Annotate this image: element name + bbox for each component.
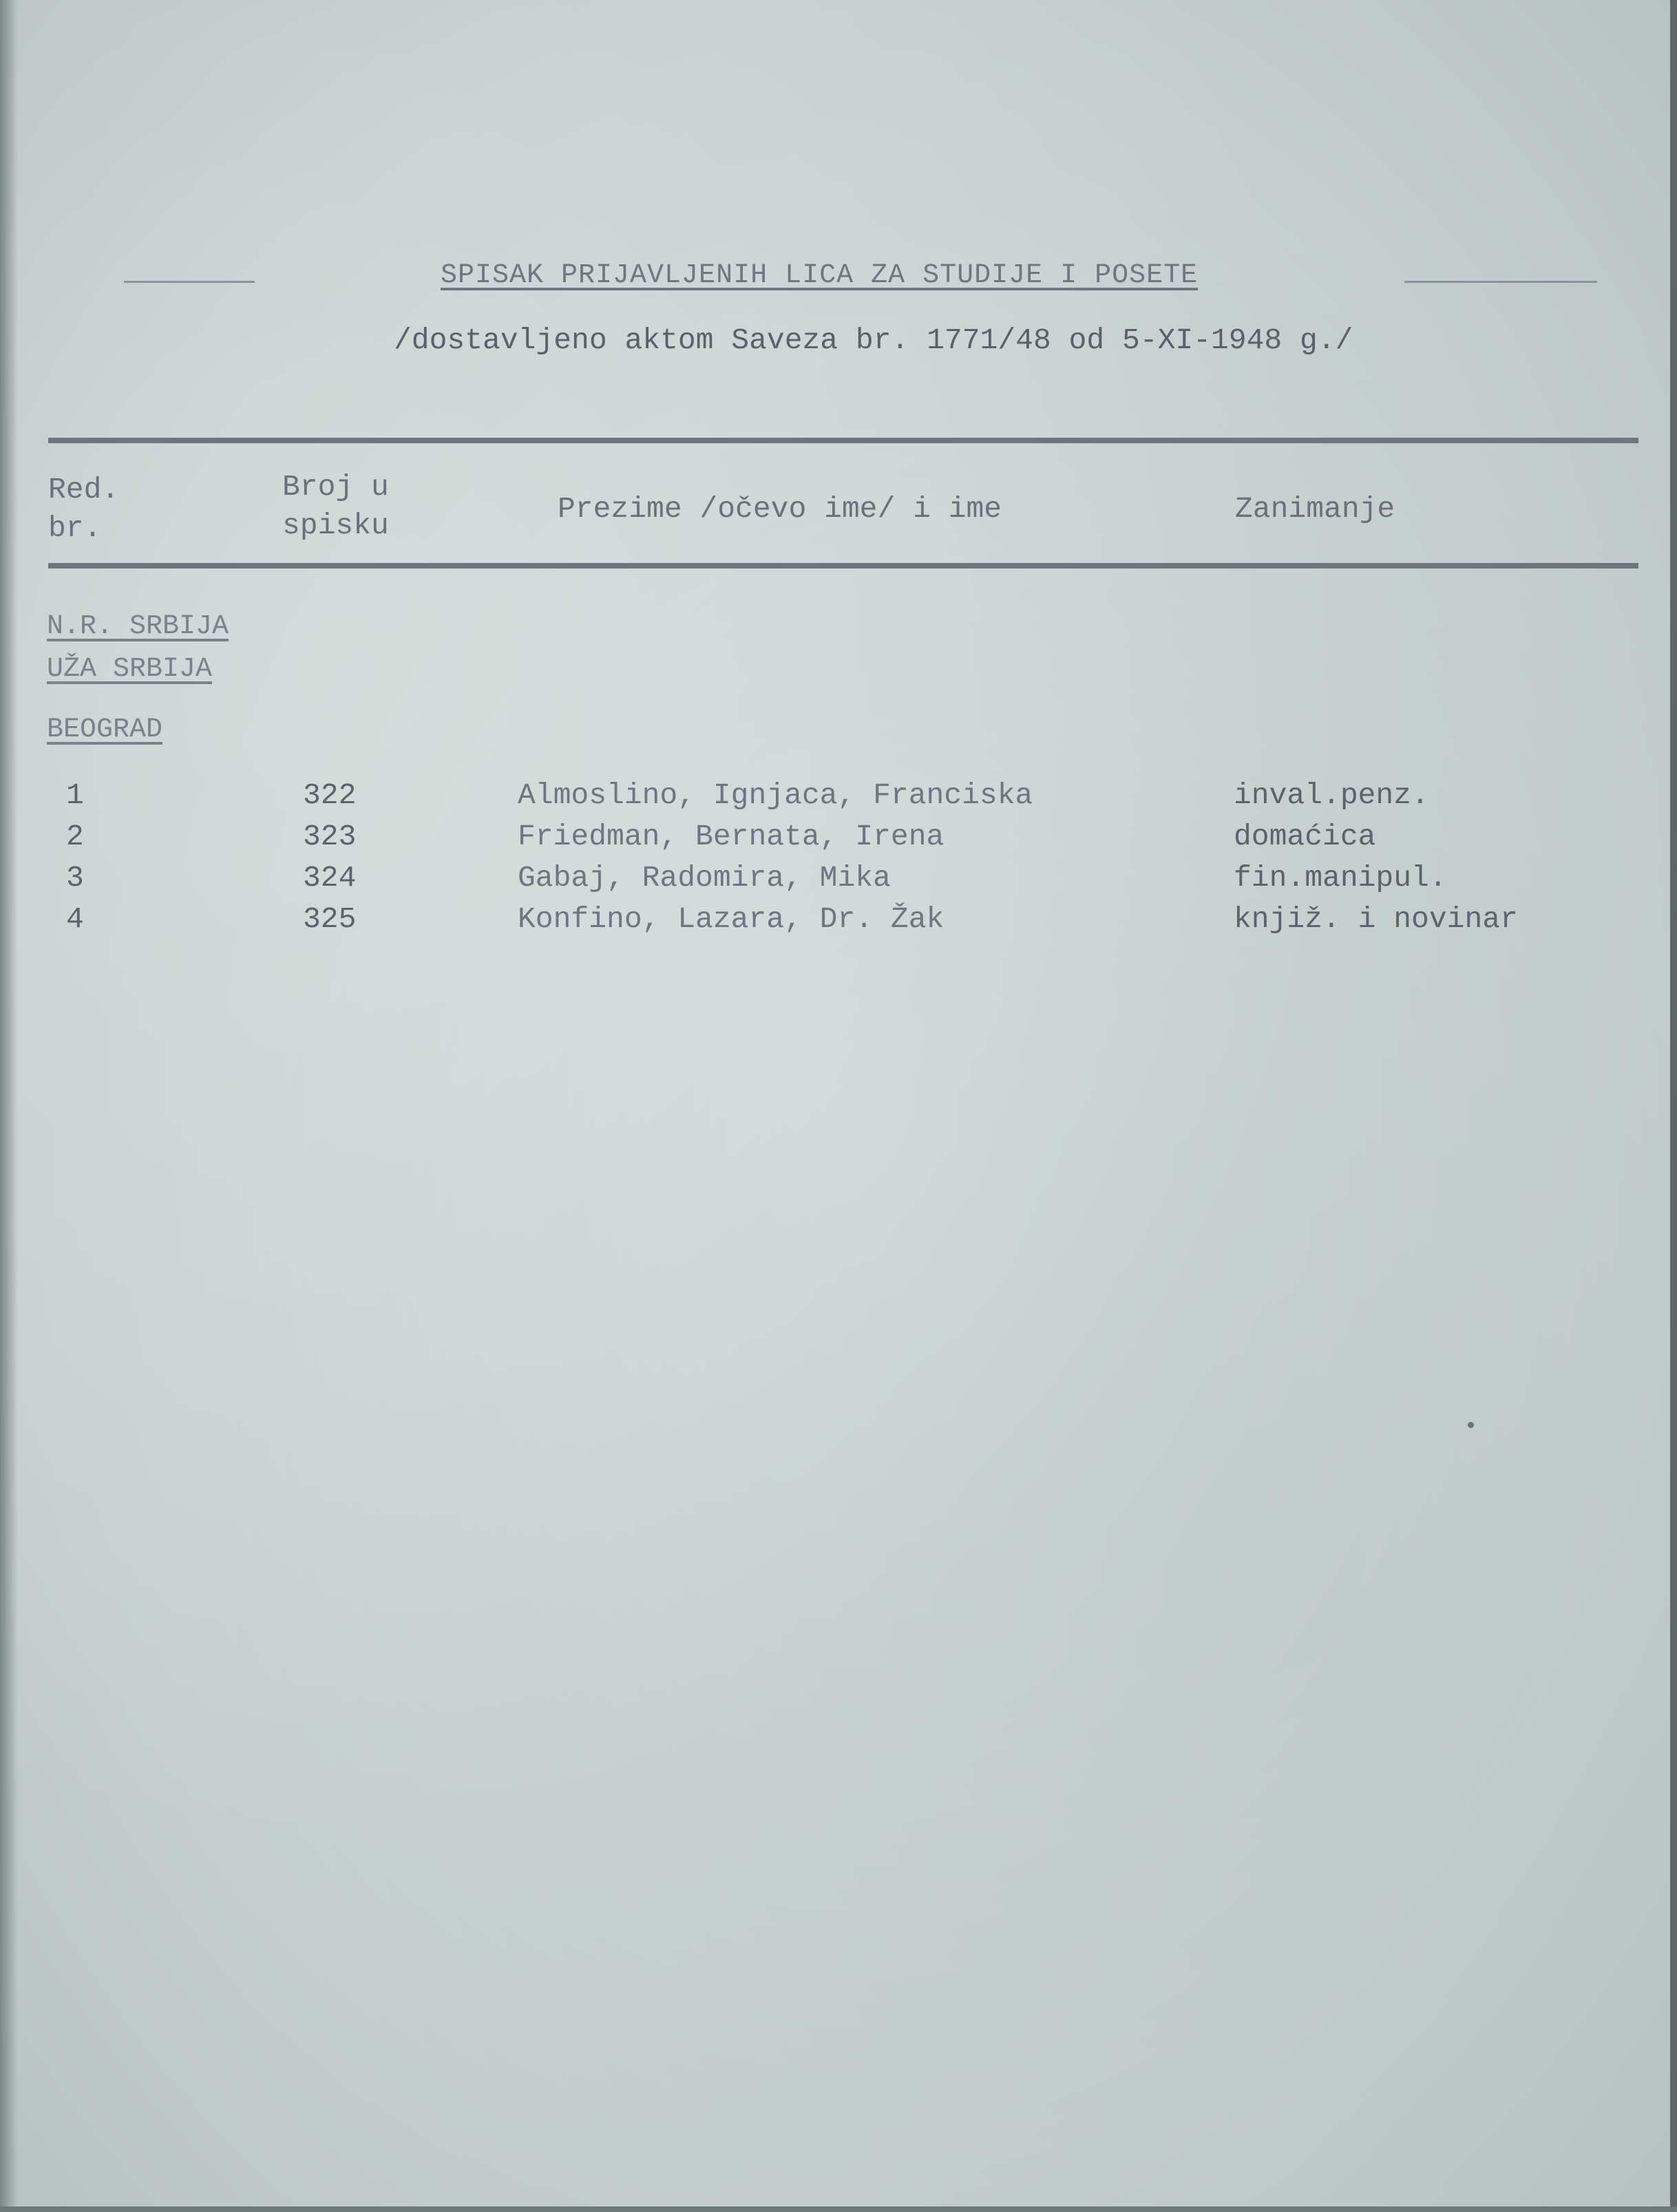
row-number: 1 [66, 778, 84, 812]
person-name: Almoslino, Ignjaca, Franciska [518, 778, 1033, 812]
table-row [0, 858, 1677, 899]
section-city: BEOGRAD [47, 714, 163, 745]
header-bottom-rule [48, 563, 1638, 568]
header-broj-u-spisku [282, 468, 389, 545]
occupation: knjiž. i novinar [1234, 902, 1518, 936]
header-top-rule [48, 438, 1638, 443]
list-number: 323 [303, 820, 357, 853]
title-dash-left [124, 281, 255, 283]
scan-edge-right [1670, 0, 1677, 2212]
occupation: inval.penz. [1234, 778, 1429, 812]
person-name: Gabaj, Radomira, Mika [518, 861, 891, 895]
header-broj-line2: spisku [282, 509, 389, 542]
header-name: Prezime /očevo ime/ i ime [558, 492, 1002, 526]
list-number: 322 [303, 778, 357, 812]
person-name: Friedman, Bernata, Irena [518, 820, 945, 853]
title-dash-right [1404, 281, 1597, 283]
person-name: Konfino, Lazara, Dr. Žak [518, 902, 945, 936]
list-number: 325 [303, 902, 357, 936]
row-number: 4 [66, 902, 84, 936]
occupation: fin.manipul. [1234, 861, 1447, 895]
section-region: UŽA SRBIJA [47, 654, 213, 685]
table-row [0, 816, 1677, 858]
list-number: 324 [303, 861, 357, 895]
row-number: 3 [66, 861, 84, 895]
header-red-line1: Red. [48, 473, 120, 507]
row-number: 2 [66, 820, 84, 853]
header-red-br [48, 471, 119, 548]
scan-edge-left [0, 0, 18, 2212]
header-occupation: Zanimanje [1235, 492, 1395, 526]
table-row [0, 899, 1677, 940]
occupation: domaćica [1234, 820, 1376, 853]
scan-edge-bottom [0, 2206, 1677, 2212]
section-republic: N.R. SRBIJA [47, 611, 229, 642]
header-broj-line1: Broj u [282, 470, 389, 504]
document-subtitle: /dostavljeno aktom Saveza br. 1771/48 od 5-XI-1948 g./ [394, 323, 1353, 357]
ink-speck [1468, 1422, 1474, 1428]
document-title: SPISAK PRIJAVLJENIH LICA ZA STUDIJE I POSETE [441, 260, 1199, 291]
table-row [0, 775, 1677, 816]
header-red-line2: br. [48, 511, 102, 545]
